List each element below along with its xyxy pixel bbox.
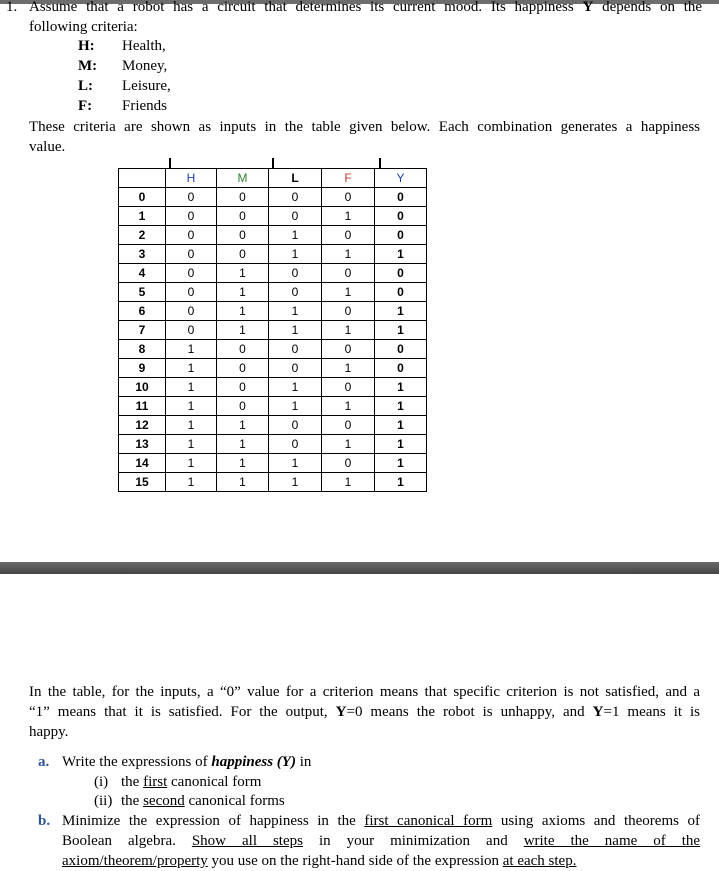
cell-l: 1 <box>269 454 322 473</box>
table-row <box>119 454 427 473</box>
part-a-sub-ii: (ii) the second canonical forms <box>94 793 285 809</box>
header-l: L <box>269 169 322 188</box>
cell-f: 1 <box>322 435 375 454</box>
table-row <box>119 302 427 321</box>
table-row <box>119 283 427 302</box>
question-intro-line1: Assume that a robot has a circuit that determines its current mood. Its happiness Y depends on the <box>29 0 703 15</box>
explanation-line2: “1” means that it is satisfied. For the output, Y=0 means the robot is unhappy, and Y=1 means it is <box>29 704 701 720</box>
table-header-row <box>119 169 427 188</box>
cell-m: 1 <box>217 283 269 302</box>
table-row <box>119 359 427 378</box>
cell-h: 0 <box>166 321 217 340</box>
cell-y: 0 <box>375 359 427 378</box>
cell-f: 1 <box>322 321 375 340</box>
cell-l: 0 <box>269 359 322 378</box>
cell-y: 0 <box>375 283 427 302</box>
part-b: b. <box>38 813 51 829</box>
cell-f: 1 <box>322 473 375 492</box>
cell-m: 1 <box>217 416 269 435</box>
table-row <box>119 226 427 245</box>
cell-h: 0 <box>166 226 217 245</box>
criterion-health: H: Health, <box>78 38 166 54</box>
cell-index: 4 <box>119 264 166 283</box>
cell-y: 1 <box>375 378 427 397</box>
header-f: F <box>322 169 375 188</box>
cell-y: 1 <box>375 435 427 454</box>
table-row <box>119 378 427 397</box>
cell-m: 0 <box>217 378 269 397</box>
header-y: Y <box>375 169 427 188</box>
page-divider <box>0 562 719 574</box>
header-index <box>119 169 166 188</box>
cell-h: 1 <box>166 340 217 359</box>
cell-index: 3 <box>119 245 166 264</box>
cell-m: 0 <box>217 359 269 378</box>
cell-index: 0 <box>119 188 166 207</box>
cell-f: 1 <box>322 207 375 226</box>
cell-h: 0 <box>166 264 217 283</box>
explanation-line1: In the table, for the inputs, a “0” value for a criterion means that specific criterion is not satisfied, and a <box>29 684 700 700</box>
cell-l: 0 <box>269 188 322 207</box>
cell-y: 1 <box>375 473 427 492</box>
table-tick-y <box>379 158 381 168</box>
cell-h: 0 <box>166 283 217 302</box>
table-row <box>119 340 427 359</box>
table-intro-line1: These criteria are shown as inputs in the table given below. Each combination generates a happiness <box>29 119 700 135</box>
cell-y: 0 <box>375 207 427 226</box>
cell-l: 0 <box>269 264 322 283</box>
header-m: M <box>217 169 269 188</box>
table-row <box>119 207 427 226</box>
cell-index: 11 <box>119 397 166 416</box>
truth-table-body <box>119 188 427 492</box>
cell-index: 7 <box>119 321 166 340</box>
explanation-line3: happy. <box>29 724 69 740</box>
cell-f: 1 <box>322 397 375 416</box>
cell-index: 14 <box>119 454 166 473</box>
cell-y: 1 <box>375 302 427 321</box>
table-row <box>119 416 427 435</box>
cell-y: 1 <box>375 454 427 473</box>
cell-m: 1 <box>217 264 269 283</box>
cell-h: 1 <box>166 473 217 492</box>
cell-y: 1 <box>375 397 427 416</box>
criterion-friends: F: Friends <box>78 98 167 114</box>
cell-index: 10 <box>119 378 166 397</box>
cell-l: 1 <box>269 473 322 492</box>
cell-l: 1 <box>269 245 322 264</box>
table-tick-h <box>169 158 171 168</box>
cell-m: 1 <box>217 321 269 340</box>
truth-table <box>118 168 427 492</box>
cell-h: 1 <box>166 416 217 435</box>
cell-h: 0 <box>166 207 217 226</box>
table-row <box>119 397 427 416</box>
cell-index: 5 <box>119 283 166 302</box>
cell-m: 0 <box>217 340 269 359</box>
cell-m: 0 <box>217 245 269 264</box>
cell-f: 1 <box>322 245 375 264</box>
cell-m: 1 <box>217 454 269 473</box>
cell-f: 0 <box>322 226 375 245</box>
criterion-leisure: L: Leisure, <box>78 78 171 94</box>
cell-l: 1 <box>269 378 322 397</box>
cell-l: 0 <box>269 283 322 302</box>
part-a: a. Write the expressions of happiness (Y) in <box>38 754 312 770</box>
question-number: 1. <box>6 0 18 15</box>
table-row <box>119 264 427 283</box>
part-b-line1: Minimize the expression of happiness in the first canonical form using axioms and theorems of <box>62 813 701 829</box>
cell-h: 1 <box>166 454 217 473</box>
cell-m: 1 <box>217 302 269 321</box>
table-intro-line2: value. <box>29 139 66 155</box>
cell-l: 1 <box>269 226 322 245</box>
cell-h: 0 <box>166 302 217 321</box>
cell-y: 1 <box>375 245 427 264</box>
cell-m: 0 <box>217 226 269 245</box>
cell-l: 0 <box>269 416 322 435</box>
cell-l: 1 <box>269 397 322 416</box>
cell-l: 0 <box>269 340 322 359</box>
cell-m: 0 <box>217 188 269 207</box>
cell-l: 0 <box>269 435 322 454</box>
part-a-sub-i: (i) the first canonical form <box>94 774 262 790</box>
cell-index: 6 <box>119 302 166 321</box>
table-row <box>119 321 427 340</box>
cell-h: 1 <box>166 435 217 454</box>
cell-y: 0 <box>375 188 427 207</box>
cell-y: 0 <box>375 264 427 283</box>
cell-f: 0 <box>322 302 375 321</box>
cell-f: 0 <box>322 188 375 207</box>
table-row <box>119 473 427 492</box>
cell-h: 1 <box>166 378 217 397</box>
cell-f: 0 <box>322 340 375 359</box>
part-b-line3: axiom/theorem/property you use on the right-hand side of the expression at each step. <box>62 853 577 869</box>
cell-h: 0 <box>166 188 217 207</box>
cell-m: 1 <box>217 435 269 454</box>
table-row <box>119 245 427 264</box>
part-b-line2: Boolean algebra. Show all steps in your minimization and write the name of the <box>62 833 701 849</box>
cell-f: 0 <box>322 416 375 435</box>
question-intro-line2: following criteria: <box>29 19 138 35</box>
cell-l: 1 <box>269 302 322 321</box>
cell-h: 0 <box>166 245 217 264</box>
cell-y: 0 <box>375 340 427 359</box>
cell-l: 1 <box>269 321 322 340</box>
table-row <box>119 188 427 207</box>
cell-index: 2 <box>119 226 166 245</box>
cell-index: 8 <box>119 340 166 359</box>
cell-index: 15 <box>119 473 166 492</box>
cell-y: 1 <box>375 416 427 435</box>
table-tick-l <box>272 158 274 168</box>
cell-h: 1 <box>166 397 217 416</box>
criterion-money: M: Money, <box>78 58 168 74</box>
cell-f: 0 <box>322 378 375 397</box>
cell-y: 1 <box>375 321 427 340</box>
cell-h: 1 <box>166 359 217 378</box>
cell-m: 0 <box>217 207 269 226</box>
cell-m: 1 <box>217 473 269 492</box>
cell-f: 1 <box>322 283 375 302</box>
cell-l: 0 <box>269 207 322 226</box>
cell-f: 0 <box>322 454 375 473</box>
cell-m: 0 <box>217 397 269 416</box>
cell-index: 9 <box>119 359 166 378</box>
cell-f: 0 <box>322 264 375 283</box>
cell-index: 1 <box>119 207 166 226</box>
cell-f: 1 <box>322 359 375 378</box>
header-h: H <box>166 169 217 188</box>
cell-index: 13 <box>119 435 166 454</box>
cell-y: 0 <box>375 226 427 245</box>
table-row <box>119 435 427 454</box>
cell-index: 12 <box>119 416 166 435</box>
